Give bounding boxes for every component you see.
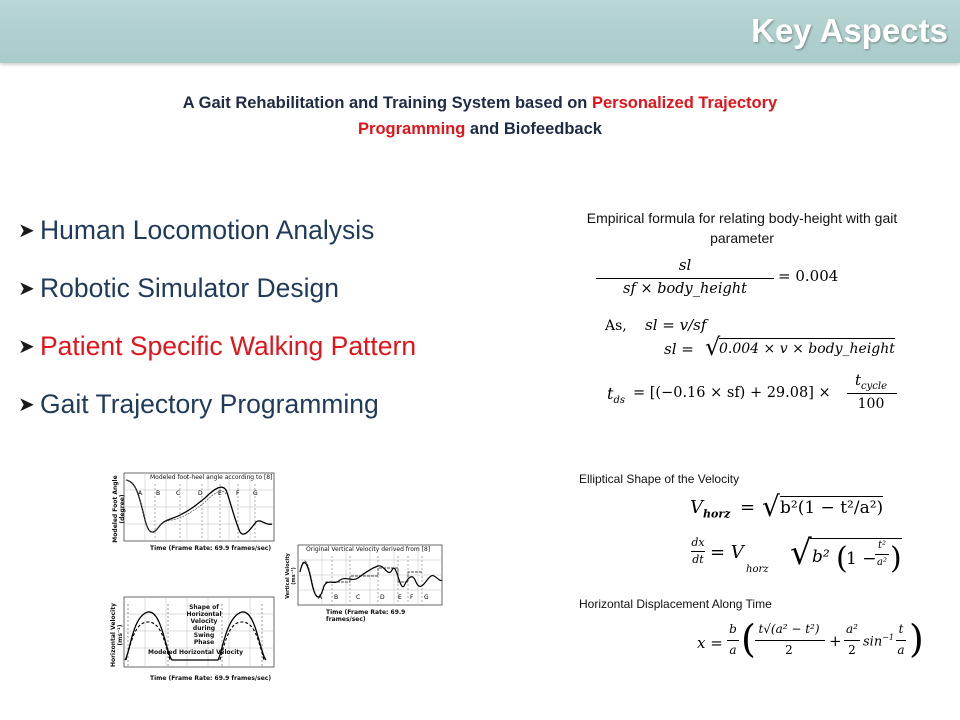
formula-dx-dt xyxy=(690,532,915,580)
bullet-label: Patient Specific Walking Pattern xyxy=(40,331,417,361)
vertical-velocity-xlabel: Time (Frame Rate: 69.9 frames/sec) xyxy=(326,609,406,623)
bullet-item xyxy=(18,384,416,442)
phase-label: E xyxy=(218,490,222,497)
bullet-label: Robotic Simulator Design xyxy=(40,273,339,303)
sqrt-icon: √ xyxy=(790,533,812,573)
key-aspects-list xyxy=(18,210,416,442)
formula-mid: = V xyxy=(710,542,744,563)
formula-two: 2 xyxy=(785,643,793,657)
horizontal-velocity-legend: Modeled Horizontal Velocity xyxy=(148,649,244,656)
subtitle-part2: and Biofeedback xyxy=(465,120,602,138)
phase-label: A xyxy=(318,594,323,601)
formula-lhs: V xyxy=(690,497,703,518)
paren-left: ( xyxy=(836,541,848,576)
vertical-velocity-legend: Original Vertical Velocity derived from [8] xyxy=(306,546,431,553)
equals-sign: = xyxy=(740,497,756,518)
phase-label: B xyxy=(156,490,161,497)
bullet-item xyxy=(18,268,416,326)
velocity-caption: Elliptical Shape of the Velocity xyxy=(579,472,740,486)
phase-label: G xyxy=(253,490,258,497)
phase-label: G xyxy=(424,594,429,601)
formula-a: a xyxy=(729,643,737,657)
foot-angle-ylabel: Modeled Foot Angle (degree) xyxy=(112,475,126,543)
foot-angle-phase-labels xyxy=(138,490,268,500)
formula-line1: sl = v/sf xyxy=(645,316,707,334)
formula-dt: dt xyxy=(692,553,704,566)
formula-frac-num-sub: cycle xyxy=(861,381,887,392)
formula-b: b xyxy=(729,622,737,636)
formula-denominator: sf × body_height xyxy=(623,281,747,297)
formula-a: a xyxy=(897,643,905,657)
phase-label: C xyxy=(176,490,181,497)
horizontal-velocity-ylabel: Horizontal Velocity (ms⁻¹) xyxy=(110,602,124,668)
formula-lhs-sub: ds xyxy=(613,395,625,407)
phase-label: F xyxy=(410,594,414,601)
arrow-bullet-icon: ➤ xyxy=(18,278,35,300)
formula-root: 0.004 × v × body_height xyxy=(719,338,895,357)
phase-label: F xyxy=(236,490,240,497)
foot-angle-plot xyxy=(110,470,276,554)
formula-rhs: = 0.004 xyxy=(778,267,839,285)
paren-right: ) xyxy=(890,541,902,576)
vertical-velocity-plot xyxy=(285,542,444,623)
sqrt-icon: √ xyxy=(705,333,721,361)
subtitle-part1: A Gait Rehabilitation and Training System based on xyxy=(182,94,592,112)
formula-two: 2 xyxy=(848,643,856,657)
bullet-item xyxy=(18,210,416,268)
bullet-label: Human Locomotion Analysis xyxy=(40,215,375,245)
formula-asin: sin xyxy=(863,634,883,650)
formula-lhs: x = xyxy=(697,634,723,652)
formula-root-pre: b² xyxy=(812,547,830,567)
formula-t1: t√(a² − t²) xyxy=(758,622,820,636)
formula-asin-sup: −1 xyxy=(882,633,894,642)
fraction-bar xyxy=(875,554,889,555)
formula-double-support xyxy=(607,371,907,417)
phase-label: D xyxy=(380,594,385,601)
phase-label: C xyxy=(356,594,361,601)
vertical-velocity-ylabel: Vertical Velocity (ms⁻¹) xyxy=(285,553,297,599)
foot-angle-legend: Modeled foot-heel angle according to [8] xyxy=(150,474,273,481)
phase-label: D xyxy=(198,490,203,497)
fraction-bar xyxy=(691,551,705,552)
formula-displacement xyxy=(697,617,924,666)
foot-angle-chart xyxy=(110,470,276,554)
subtitle-highlight2: Programming xyxy=(358,120,466,138)
paren-left: ( xyxy=(741,617,756,661)
phase-label: A xyxy=(138,490,143,497)
paren-right: ) xyxy=(909,617,924,661)
formula-root: b²(1 − t²/a²) xyxy=(780,498,884,518)
phase-label: B xyxy=(334,594,339,601)
slide-subtitle xyxy=(100,90,860,142)
arrow-bullet-icon: ➤ xyxy=(18,394,35,416)
formula-mid: = [(−0.16 × sf) + 29.08] × xyxy=(633,385,831,401)
formula-line2-lhs: sl = xyxy=(664,340,694,358)
formula-a2: a² xyxy=(846,622,858,636)
fraction-bar xyxy=(847,393,897,394)
formula-numerator: sl xyxy=(678,256,692,274)
vertical-velocity-phase-labels xyxy=(318,594,438,604)
horizontal-velocity-annotation: Shape of Horizontal Velocity during Swing Phase xyxy=(186,604,222,646)
formula-horizontal-velocity xyxy=(690,492,915,526)
horizontal-velocity-plot xyxy=(110,594,276,686)
formula-step-length xyxy=(605,316,895,366)
plus-sign: + xyxy=(829,632,842,650)
formula-lhs-sub: horz xyxy=(703,507,731,521)
formula-root-num: t² xyxy=(877,540,887,551)
empirical-formula-caption: Empirical formula for relating body-height with gait parameter xyxy=(586,210,898,246)
fraction-bar xyxy=(896,640,906,641)
formula-mid-sub: horz xyxy=(746,564,769,575)
vertical-velocity-chart xyxy=(288,542,444,618)
title-bar xyxy=(0,0,960,63)
fraction-bar xyxy=(755,640,825,641)
formula-lhs: t xyxy=(607,384,614,403)
arrow-bullet-icon: ➤ xyxy=(18,220,35,242)
formula-frac-den: 100 xyxy=(857,396,885,412)
one: 1 − xyxy=(846,549,877,569)
formula-prefix: As, xyxy=(605,318,627,334)
bullet-label: Gait Trajectory Programming xyxy=(40,389,379,419)
slide-title: Key Aspects xyxy=(751,12,948,49)
sqrt-icon: √ xyxy=(762,490,780,523)
formula-frac-num: t xyxy=(855,371,862,389)
subtitle-highlight1: Personalized Trajectory xyxy=(591,94,778,112)
fraction-bar xyxy=(727,640,739,641)
formula-t: t xyxy=(898,622,904,636)
arrow-bullet-icon: ➤ xyxy=(18,336,35,358)
fraction-bar xyxy=(844,640,860,641)
formula-dx: dx xyxy=(691,536,705,549)
horizontal-velocity-xlabel: Time (Frame Rate: 69.9 frames/sec) xyxy=(150,675,272,682)
formula-root-den: a² xyxy=(877,557,887,568)
formula-body-height xyxy=(596,256,839,302)
phase-label: E xyxy=(398,594,402,601)
displacement-caption: Horizontal Displacement Along Time xyxy=(579,597,772,611)
foot-angle-xlabel: Time (Frame Rate: 69.9 frames/sec) xyxy=(150,545,272,552)
formula-root xyxy=(810,538,902,577)
bullet-item xyxy=(18,326,416,384)
fraction-bar xyxy=(596,278,774,279)
